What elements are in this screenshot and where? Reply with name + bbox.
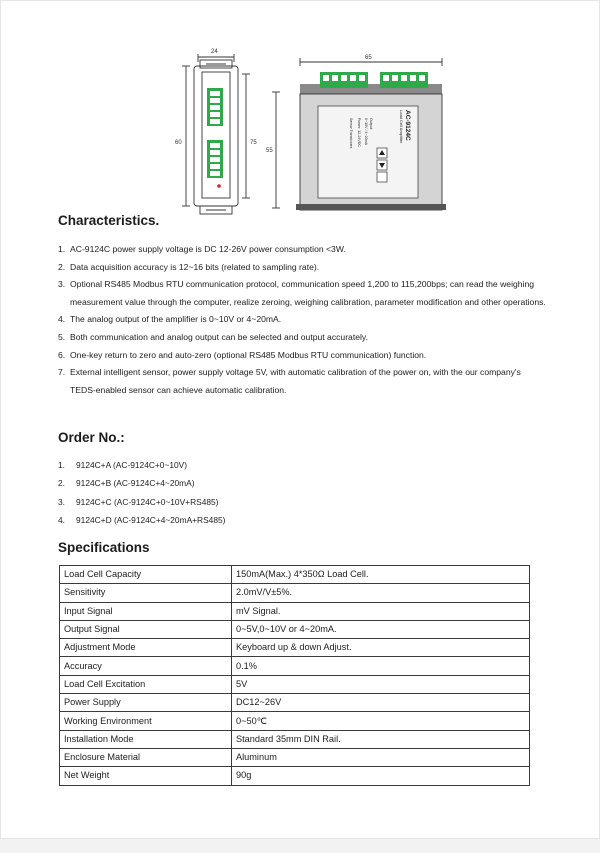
spec-key: Working Environment [60, 712, 232, 730]
front-terminal-block-left [320, 72, 368, 88]
table-row [60, 730, 530, 748]
order-item: 3. 9124C+C (AC-9124C+0~10V+RS485) [58, 496, 219, 507]
characteristic-text: Optional RS485 Modbus RTU communication protocol, communication speed 1,200 to 115,200bps; can read the weighing measurement value through the computer, realize zeroing, weighing calibration, parameter modification and other operations. [70, 279, 546, 307]
side-view [182, 54, 250, 214]
order-heading: Order No.: [58, 430, 125, 445]
order-text: 9124C+D (AC-9124C+4~20mA+RS485) [76, 514, 226, 525]
table-row [60, 602, 530, 620]
spec-key: Accuracy [60, 657, 232, 675]
table-row [60, 748, 530, 766]
label-output-value: 0~10V / 4~20mA [364, 118, 368, 145]
spec-value: Keyboard up & down Adjust. [232, 639, 530, 657]
label-buttons [377, 148, 387, 182]
characteristic-item: 2. Data acquisition accuracy is 12~16 bits (related to sampling rate). [58, 261, 320, 272]
spec-value: 90g [232, 767, 530, 785]
characteristic-item: 4. The analog output of the amplifier is 0~10V or 4~20mA. [58, 314, 282, 325]
spec-key: Enclosure Material [60, 748, 232, 766]
characteristics-list [58, 241, 548, 399]
front-terminal-block-right [380, 72, 428, 88]
spec-key: Power Supply [60, 694, 232, 712]
characteristics-heading: Characteristics. [58, 213, 160, 228]
spec-key: Installation Mode [60, 730, 232, 748]
characteristic-text: External intelligent sensor, power supply voltage 5V, with automatic calibration of the power on, with the our company's TEDS-enabled sensor can achieve automatic calibration. [70, 367, 521, 395]
spec-value: DC12~26V [232, 694, 530, 712]
order-text: 9124C+B (AC-9124C+4~20mA) [76, 478, 195, 489]
specifications-table [59, 565, 530, 786]
front-rail [296, 204, 446, 210]
table-row [60, 675, 530, 693]
label-product: Load Cell Amplifier [399, 110, 404, 144]
spec-value: 2.0mV/V±5%. [232, 584, 530, 602]
dim-height-outer: 60 [175, 140, 182, 146]
characteristic-text: AC-9124C power supply voltage is DC 12-26V power consumption <3W. [70, 244, 346, 254]
order-list [58, 456, 225, 529]
label-output: Output: [369, 118, 373, 130]
side-terminal-block-top [207, 88, 223, 126]
characteristic-text: The analog output of the amplifier is 0~10V or 4~20mA. [70, 314, 282, 325]
characteristic-item: 6. One-key return to zero and auto-zero (optional RS485 Modbus RTU communication) function. [58, 349, 427, 360]
dim-height-right: 55 [266, 148, 273, 154]
spec-key: Adjustment Mode [60, 639, 232, 657]
table-row [60, 584, 530, 602]
characteristic-item: 1. AC-9124C power supply voltage is DC 12-26V power consumption <3W. [58, 244, 346, 254]
specifications-heading: Specifications [58, 540, 150, 555]
order-text: 9124C+C (AC-9124C+0~10V+RS485) [76, 496, 219, 507]
label-maker: Sensor Transducers [349, 118, 353, 149]
characteristic-item: 3. Optional RS485 Modbus RTU communication protocol, communication speed 1,200 to 115,200bps; can read the weighing measurement value through the computer, realize zeroing, weighing calibration, parameter modification and other operations. [58, 279, 546, 307]
spec-value: 150mA(Max.) 4*350Ω Load Cell. [232, 566, 530, 584]
side-terminal-block-bottom [207, 140, 223, 178]
spec-key: Load Cell Excitation [60, 675, 232, 693]
page-footer-strip [0, 838, 600, 853]
table-row [60, 694, 530, 712]
order-item: 2. 9124C+B (AC-9124C+4~20mA) [58, 478, 195, 489]
table-row [60, 566, 530, 584]
characteristic-text: One-key return to zero and auto-zero (optional RS485 Modbus RTU communication) function. [70, 349, 427, 360]
spec-value: Standard 35mm DIN Rail. [232, 730, 530, 748]
spec-key: Sensitivity [60, 584, 232, 602]
dim-width-left: 24 [211, 49, 218, 55]
order-text: 9124C+A (AC-9124C+0~10V) [76, 460, 188, 470]
spec-value: 0~5V,0~10V or 4~20mA. [232, 620, 530, 638]
dim-height-inner: 75 [250, 140, 257, 146]
characteristic-item: 7. External intelligent sensor, power supply voltage 5V, with automatic calibration of the power on, with the our company's TEDS-enabled sensor can achieve automatic calibration. [58, 367, 521, 395]
table-row [60, 767, 530, 785]
spec-value: mV Signal. [232, 602, 530, 620]
spec-key: Input Signal [60, 602, 232, 620]
table-row [60, 657, 530, 675]
order-item: 1. 9124C+A (AC-9124C+0~10V) [58, 460, 188, 470]
characteristic-text: Both communication and analog output can be selected and output accurately. [70, 331, 368, 342]
dim-width-right: 65 [365, 55, 372, 61]
spec-value: Aluminum [232, 748, 530, 766]
status-led [217, 184, 221, 188]
characteristic-text: Data acquisition accuracy is 12~16 bits (related to sampling rate). [70, 261, 320, 272]
spec-key: Net Weight [60, 767, 232, 785]
spec-value: 5V [232, 675, 530, 693]
characteristic-item: 5. Both communication and analog output can be selected and output accurately. [58, 331, 368, 342]
spec-key: Load Cell Capacity [60, 566, 232, 584]
label-model: AC-9124C [404, 110, 411, 141]
table-row [60, 620, 530, 638]
product-dimension-drawing [160, 44, 460, 224]
spec-key: Output Signal [60, 620, 232, 638]
spec-value: 0~50℃ [232, 712, 530, 730]
order-item: 4. 9124C+D (AC-9124C+4~20mA+RS485) [58, 514, 226, 525]
spec-value: 0.1% [232, 657, 530, 675]
table-row [60, 639, 530, 657]
table-row [60, 712, 530, 730]
label-power: Power: 12-24VDC [357, 118, 361, 147]
